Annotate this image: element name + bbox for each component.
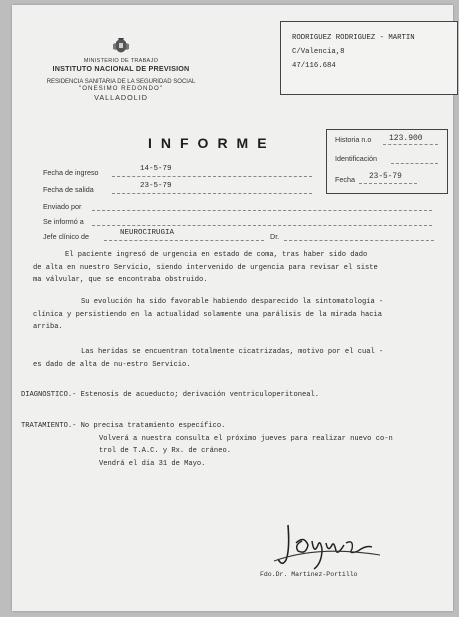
historia-label: Historia n.o bbox=[335, 135, 372, 144]
ministry-name: MINISTERIO DE TRABAJO bbox=[83, 58, 159, 64]
p1-line-2: de alta en nuestro Servicio, siendo intervenido de urgencia para revisar el siste bbox=[33, 263, 378, 272]
p2-line-1: Su evolución ha sido favorable habiendo desparecido la sintomatología - bbox=[81, 298, 384, 306]
ingreso-line bbox=[112, 176, 312, 177]
p3-line-1: Las heridas se encuentran totalmente cicatrizadas, motivo por el cual - bbox=[81, 348, 384, 356]
institution-header bbox=[36, 35, 206, 102]
ingreso-label: Fecha de ingreso bbox=[43, 168, 99, 177]
enviado-line bbox=[92, 210, 432, 211]
treatment-line-4: Vendrá el día 31 de Mayo. bbox=[99, 459, 206, 468]
diagnosis: DIAGNOSTICO.- Estenosis de acueducto; derivación ventriculoperitoneal. bbox=[21, 391, 319, 399]
residence-name: RESIDENCIA SANITARIA DE LA SEGURIDAD SOCIAL bbox=[46, 79, 196, 85]
informo-label: Se informó a bbox=[43, 217, 84, 226]
institute-name: INSTITUTO NACIONAL DE PREVISION bbox=[52, 64, 190, 73]
jefe-line bbox=[104, 240, 264, 241]
fecha-line bbox=[359, 183, 417, 184]
enviado-label: Enviado por bbox=[43, 202, 82, 211]
paragraph-1 bbox=[33, 249, 378, 287]
patient-name: RODRIGUEZ RODRIGUEZ - MARTIN bbox=[292, 34, 415, 42]
fecha-value: 23-5-79 bbox=[369, 173, 402, 181]
salida-label: Fecha de salida bbox=[43, 185, 94, 194]
treatment-line-1: TRATAMIENTO.- No precisa tratamiento específico. bbox=[21, 422, 226, 430]
patient-number: 47/116.684 bbox=[292, 62, 336, 70]
fecha-label: Fecha bbox=[335, 175, 355, 184]
treatment bbox=[21, 420, 393, 470]
ingreso-value: 14-5-79 bbox=[140, 165, 172, 173]
identificacion-label: Identificación bbox=[335, 154, 377, 163]
dr-line bbox=[284, 240, 434, 241]
identificacion-line bbox=[391, 163, 438, 164]
dr-label: Dr. bbox=[270, 232, 280, 241]
signature-caption: Fdo.Dr. Martinez-Portillo bbox=[260, 571, 358, 578]
p1-line-1: El paciente ingresó de urgencia en estado de coma, tras haber sido dado bbox=[65, 251, 368, 259]
jefe-value: NEUROCIRUGIA bbox=[120, 229, 175, 237]
p2-line-2: clínica y persistiendo en la actualidad solamente una parálisis de la mirada hacia bbox=[33, 310, 383, 319]
treatment-line-2: Volverá a nuestra consulta el próximo jueves para realizar nuevo co-n bbox=[99, 434, 393, 443]
city-name: VALLADOLID bbox=[94, 93, 148, 102]
residence-subtitle: "ONESIMO REDONDO" bbox=[79, 85, 163, 92]
document-title: INFORME bbox=[148, 135, 276, 151]
p1-line-3: ma válvular, que se encontraba obstruido. bbox=[33, 276, 208, 284]
jefe-label: Jefe clínico de bbox=[43, 232, 89, 241]
record-box bbox=[326, 129, 448, 194]
treatment-line-3: trol de T.A.C. y Rx. de cráneo. bbox=[99, 447, 231, 455]
historia-line bbox=[383, 144, 438, 145]
salida-line bbox=[112, 193, 312, 194]
report-document bbox=[12, 5, 453, 611]
paragraph-3 bbox=[33, 346, 383, 371]
paragraph-2 bbox=[33, 296, 383, 334]
informo-line bbox=[92, 225, 432, 226]
p2-line-3: arriba. bbox=[33, 323, 63, 331]
historia-value: 123.900 bbox=[389, 134, 423, 143]
patient-address-box bbox=[280, 21, 458, 95]
p3-line-2: es dado de alta de nu-estro Servicio. bbox=[33, 360, 191, 369]
coat-of-arms-icon bbox=[110, 35, 132, 57]
patient-address: C/Valencia,8 bbox=[292, 48, 345, 56]
salida-value: 23-5-79 bbox=[140, 182, 172, 190]
